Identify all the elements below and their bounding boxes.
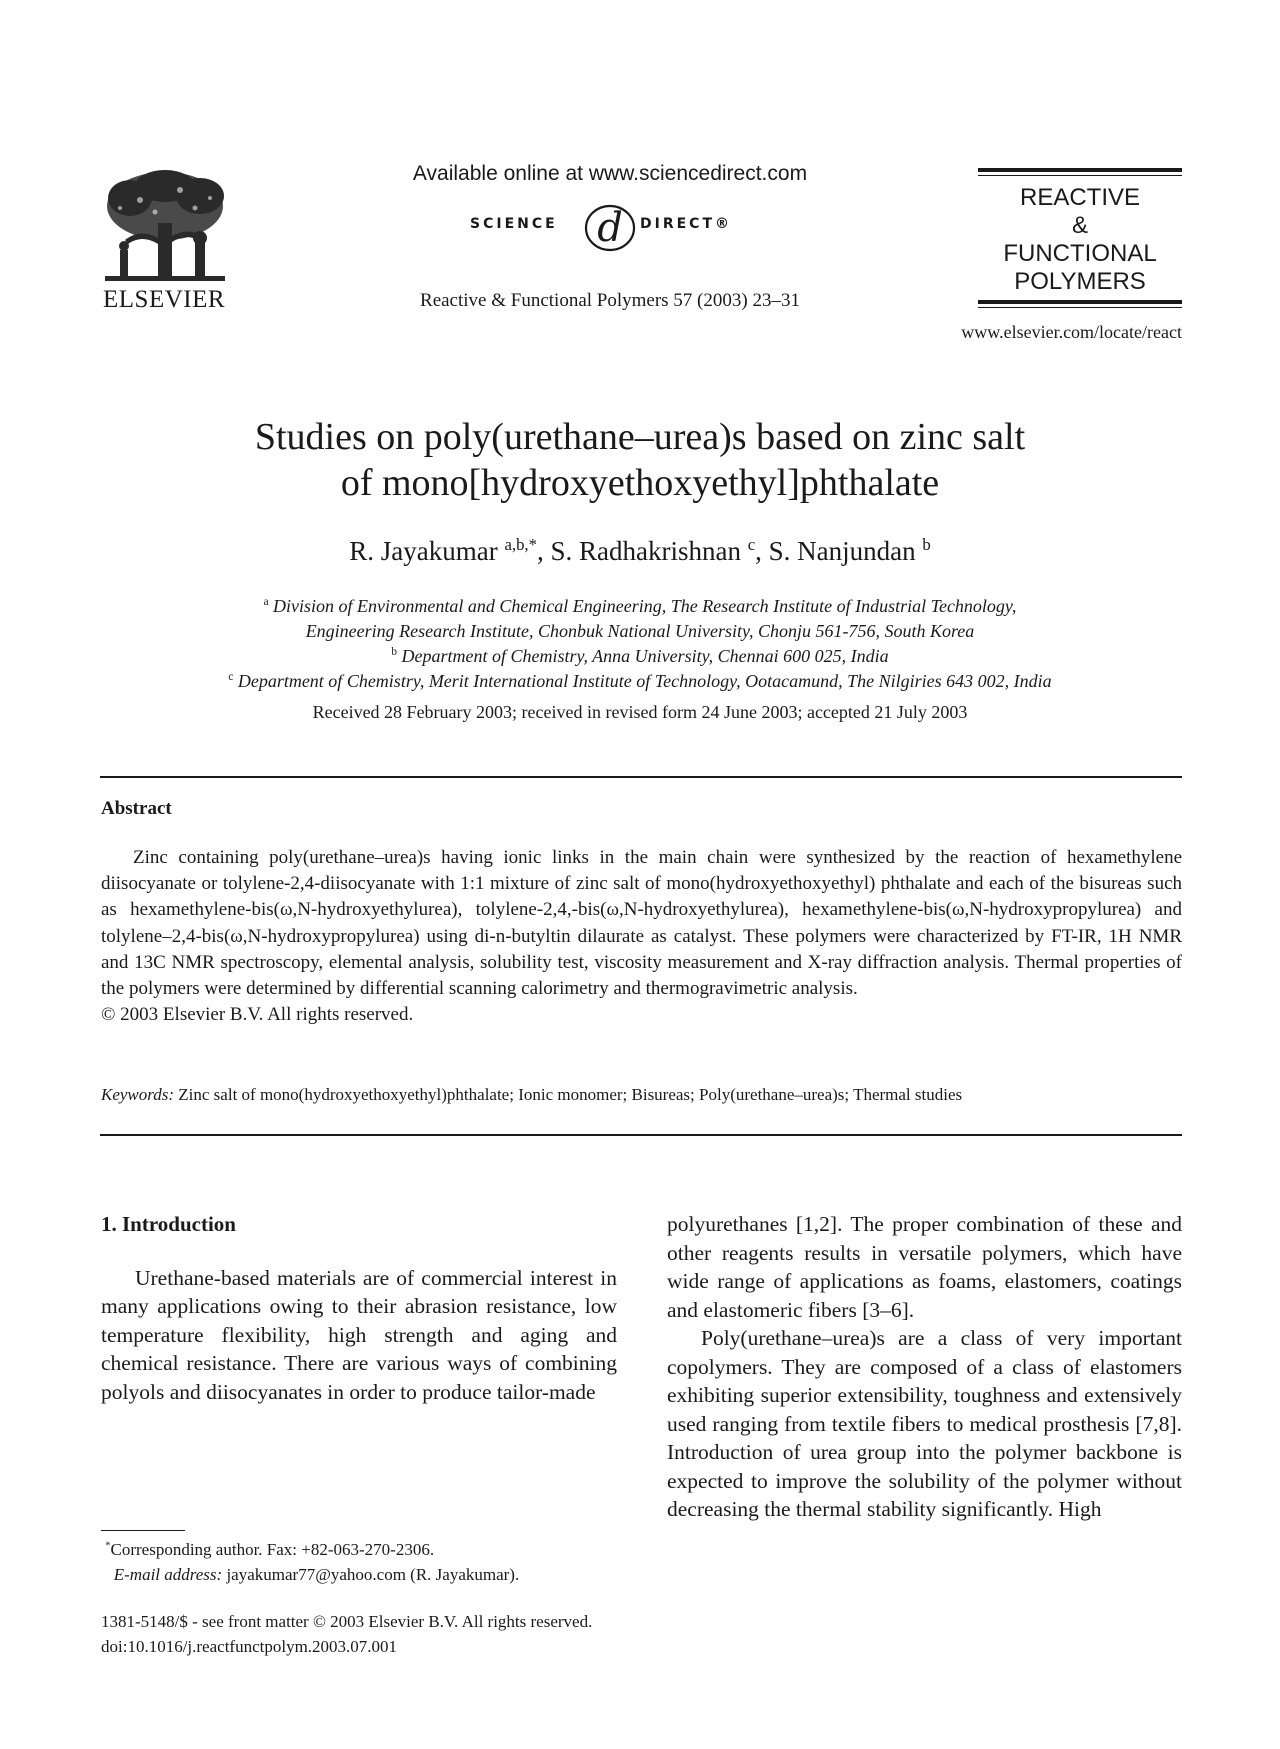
abstract-top-rule bbox=[100, 776, 1182, 778]
journal-title-line: POLYMERS bbox=[1014, 268, 1146, 295]
journal-box-bottom-rule bbox=[978, 300, 1182, 304]
elsevier-tree-logo bbox=[100, 168, 230, 288]
article-title-line: Studies on poly(urethane–urea)s based on zinc salt bbox=[254, 416, 1026, 458]
received-dates: Received 28 February 2003; received in revised form 24 June 2003; accepted 21 July 2003 bbox=[312, 702, 968, 722]
abstract-heading: Abstract bbox=[101, 798, 172, 819]
sciencedirect-logo bbox=[470, 200, 750, 256]
affiliation-line: $^c$ Department of Chemistry, Merit International Institute of Technology, Ootacamund, The Nilgiries 643 002, India bbox=[228, 671, 1052, 691]
footnote bbox=[101, 1537, 621, 1587]
keywords-label: Keywords: bbox=[101, 1085, 175, 1104]
footnote-rule bbox=[101, 1530, 185, 1531]
journal-title-box bbox=[978, 168, 1182, 308]
journal-box-bottom-rule-thin bbox=[978, 307, 1182, 308]
keywords-list: Zinc salt of mono(hydroxyethoxyethyl)phthalate; Ionic monomer; Bisureas; Poly(urethane–urea)s; Thermal studies bbox=[178, 1085, 963, 1104]
sciencedirect-right-text: DIRECT® bbox=[640, 216, 732, 232]
abstract-body bbox=[101, 845, 1182, 1028]
journal-title-line: FUNCTIONAL bbox=[1003, 240, 1157, 267]
author-affiliation-mark: c bbox=[747, 535, 756, 554]
body-paragraph: Poly(urethane–urea)s are a class of very important copolymers. They are composed of a class of elastomers exhibiting superior extensibility, toughness and extensively used ranging from textile fibers to medical prosthesis [7,8]. Introduction of urea group into the polymer backbone is expected to improve the solubility of the polymer without decreasing the thermal stability significantly. High bbox=[667, 1326, 1182, 1521]
right-column bbox=[667, 1210, 1182, 1524]
affiliation-mark: b bbox=[391, 646, 397, 658]
author-affiliation-mark: a,b,* bbox=[504, 535, 537, 554]
available-online-text: Available online at www.sciencedirect.com bbox=[412, 162, 808, 185]
abstract-copyright: © 2003 Elsevier B.V. All rights reserved. bbox=[101, 1004, 414, 1026]
email-note bbox=[101, 1562, 621, 1587]
issn-line: 1381-5148/$ - see front matter © 2003 Elsevier B.V. All rights reserved. bbox=[101, 1612, 593, 1631]
author-name: S. Radhakrishnan bbox=[550, 536, 741, 566]
affiliation-line: $^a$ Division of Environmental and Chemical Engineering, The Research Institute of Industrial Technology, bbox=[263, 596, 1017, 616]
sciencedirect-left-text: SCIENCE bbox=[470, 216, 558, 232]
footnote-mark: * bbox=[105, 1540, 111, 1552]
author-separator: , bbox=[536, 536, 551, 566]
keywords bbox=[101, 1085, 1182, 1105]
sciencedirect-d-icon bbox=[582, 200, 638, 256]
abstract-text: Zinc containing poly(urethane–urea)s having ionic links in the main chain were synthesized by the reaction of hexamethylene diisocyanate or tolylene-2,4-diisocyanate with 1:1 mixture of zinc salt of mono(hydroxyethoxyethyl) phthalate and each of the bisureas such as hexamethylene-bis(ω,N-hydroxyethylurea), tolylene-2,4,-bis(ω,N-hydroxyethylurea), hexamethylene-bis(ω,N-hydroxypropylurea) and tolylene–2,4-bis(ω,N-hydroxypropylurea) using di-n-butyltin dilaurate as catalyst. These polymers were characterized by FT-IR, 1H NMR and 13C NMR spectroscopy, elemental analysis, solubility test, viscosity measurement and X-ray diffraction analysis. Thermal properties of the polymers were determined by differential scanning calorimetry and thermogravimetric analysis. bbox=[101, 847, 1182, 1000]
affiliation-mark: a bbox=[263, 596, 269, 608]
journal-title bbox=[978, 176, 1182, 300]
article-title bbox=[100, 414, 1180, 506]
publisher-name: ELSEVIER bbox=[103, 286, 226, 313]
left-column bbox=[101, 1210, 617, 1406]
section-heading: 1. Introduction bbox=[101, 1212, 236, 1236]
affiliation-mark: c bbox=[228, 671, 234, 683]
journal-box-top-rule bbox=[978, 168, 1182, 172]
author-separator: , bbox=[755, 536, 769, 566]
author-name: R. Jayakumar bbox=[349, 536, 498, 566]
email-label: E-mail address: bbox=[113, 1565, 223, 1584]
author-name: S. Nanjundan bbox=[768, 536, 916, 566]
doi-line[interactable]: doi:10.1016/j.reactfunctpolym.2003.07.001 bbox=[101, 1637, 398, 1656]
journal-title-line: & bbox=[1071, 212, 1088, 239]
corresponding-author-note: *Corresponding author. Fax: +82-063-270-2306. bbox=[105, 1540, 435, 1559]
body-paragraph: Urethane-based materials are of commercial interest in many applications owing to their abrasion resistance, low temperature flexibility, high strength and aging and chemical resistance. There are various ways of combining polyols and diisocyanates in order to produce tailor-made bbox=[101, 1265, 617, 1404]
affiliation-line: $^b$ Department of Chemistry, Anna University, Chennai 600 025, India bbox=[391, 646, 889, 666]
author-list bbox=[100, 536, 1180, 567]
author-affiliation-mark: b bbox=[922, 535, 931, 554]
front-matter bbox=[101, 1609, 701, 1659]
body-paragraph: polyurethanes [1,2]. The proper combination of these and other reagents results in versatile polymers, which have wide range of applications as foams, elastomers, coatings and elastomeric fibers [3–6]. bbox=[667, 1212, 1182, 1322]
abstract-bottom-rule bbox=[100, 1134, 1182, 1136]
journal-title-line: REACTIVE bbox=[1019, 184, 1141, 211]
article-title-line: of mono[hydroxyethoxyethyl]phthalate bbox=[340, 462, 940, 504]
svg-text:d: d bbox=[597, 205, 623, 251]
email-address[interactable]: jayakumar77@yahoo.com (R. Jayakumar). bbox=[226, 1565, 520, 1584]
affiliations bbox=[100, 594, 1180, 694]
journal-citation: Reactive & Functional Polymers 57 (2003) 23–31 bbox=[420, 290, 800, 311]
affiliation-line: Engineering Research Institute, Chonbuk National University, Chonju 561-756, South Korea bbox=[305, 621, 975, 641]
journal-url: www.elsevier.com/locate/react bbox=[961, 322, 1182, 342]
